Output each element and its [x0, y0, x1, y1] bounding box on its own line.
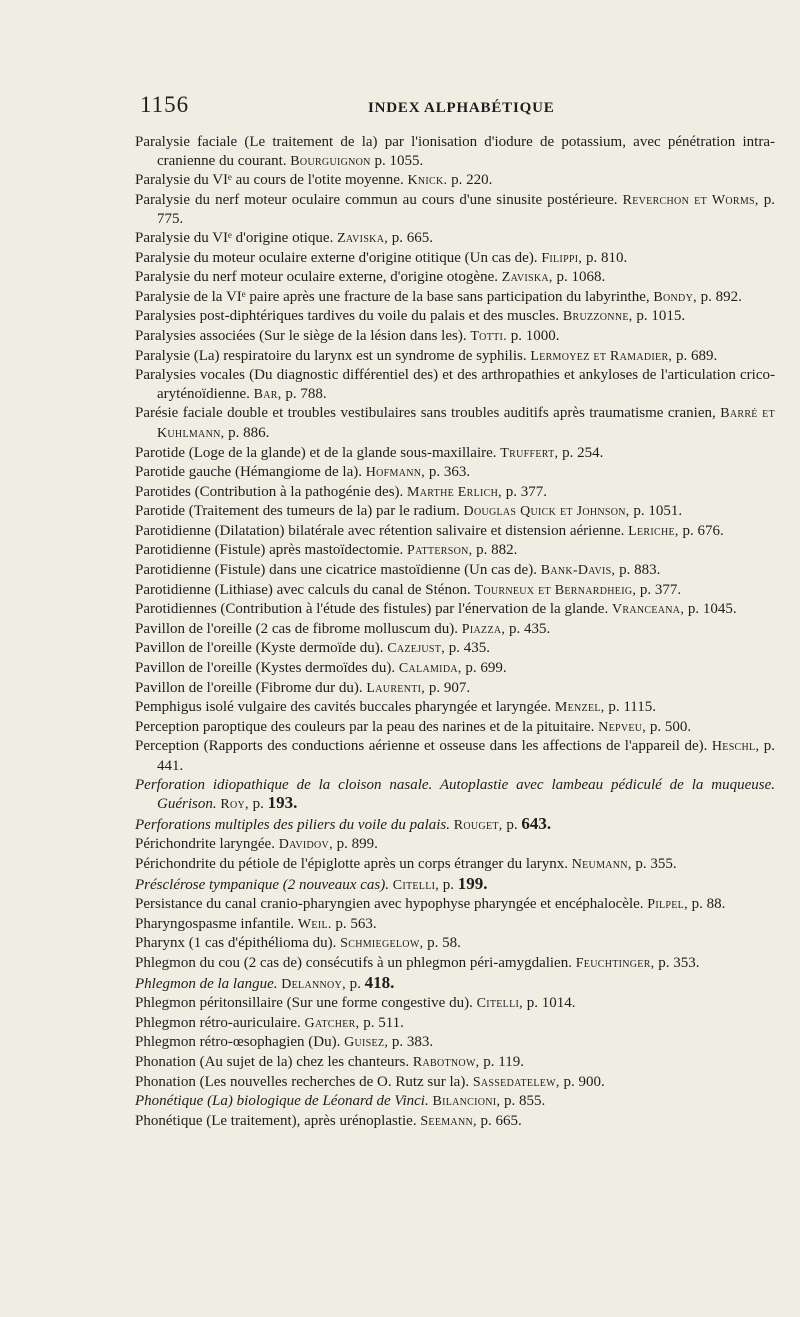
- entry-author: Neumann,: [571, 856, 632, 872]
- entry-author: Sassedatelew,: [472, 1074, 560, 1090]
- entry-title: Perception (Rapports des conductions aérienne et osseuse dans les affections de l'appareil de).: [135, 738, 708, 755]
- index-entry: Paralysie du moteur oculaire externe d'origine otitique (Un cas de). Filippi, p. 810.: [135, 249, 628, 266]
- index-entry: Paralysie du nerf moteur oculaire commun au cours d'une sinusite postérieure. Reverchon et Worms, p. 775.: [135, 191, 775, 228]
- index-entry: Pemphigus isolé vulgaire des cavités buccales pharyngée et laryngée. Menzel, p. 1115.: [135, 699, 656, 716]
- entry-page-ref: 1055.: [389, 152, 424, 169]
- entry-title: Paralysies vocales (Du diagnostic différentiel des) et des arthropathies et ankyloses de l'articulation crico-aryténoïdienne.: [135, 367, 775, 402]
- index-entry: Perforations multiples des piliers du voile du palais. Rouget, p. 643.: [135, 813, 552, 833]
- entry-author: Pilpel,: [647, 897, 688, 913]
- entry-title: Phlegmon rétro-auriculaire.: [135, 1014, 301, 1031]
- entry-page-ref: 900.: [578, 1073, 605, 1090]
- index-entry: Pharynx (1 cas d'épithélioma du). Schmiegelow, p. 58.: [135, 935, 461, 952]
- entry-author: Citelli,: [476, 996, 523, 1012]
- entry-author: Cazejust,: [387, 641, 445, 657]
- entry-page-ref: 689.: [690, 347, 718, 364]
- entry-title: Périchondrite du pétiole de l'épiglotte après un corps étranger du larynx.: [135, 855, 568, 872]
- entry-author: Barré et Kuhlmann,: [157, 406, 776, 441]
- entry-author: Heschl,: [711, 739, 760, 755]
- entry-author: Calamida,: [398, 661, 462, 677]
- entry-page-ref: 377.: [520, 483, 547, 500]
- index-entry: Paralysie (La) respiratoire du larynx est un syndrome de syphilis. Lermoyez et Ramadier, p. 689.: [135, 347, 718, 364]
- entry-page-ref: 855.: [519, 1093, 546, 1110]
- entry-page-ref: 1045.: [702, 601, 737, 618]
- entry-author: Knick.: [407, 173, 448, 189]
- entry-author: Davidov,: [278, 837, 333, 853]
- entry-author: Leriche,: [628, 523, 679, 539]
- entry-title: Pavillon de l'oreille (Kyste dermoïde du).: [135, 640, 384, 657]
- entry-page-ref: 58.: [442, 935, 461, 952]
- entry-title: Parotides (Contribution à la pathogénie des).: [135, 483, 404, 500]
- entry-author: Weil.: [297, 916, 332, 932]
- entry-page-ref: 1014.: [541, 995, 576, 1012]
- entry-author: Bank-Davis,: [540, 563, 616, 579]
- index-entry: Paralysie du VIᵉ d'origine otique. Zaviska, p. 665.: [135, 229, 434, 246]
- entry-page-ref: 699.: [480, 660, 507, 677]
- entry-title: Phlegmon péritonsillaire (Sur une forme congestive du).: [135, 995, 473, 1012]
- entry-page-ref: 193.: [267, 793, 298, 813]
- index-entry: Phlegmon de la langue. Delannoy, p. 418.: [135, 972, 395, 992]
- index-entry: Paralysie de la VIᵉ paire après une fracture de la base sans participation du labyrinthe, Bondy, p. 892.: [135, 288, 742, 305]
- entry-author: Menzel,: [554, 700, 605, 716]
- entry-title: Pemphigus isolé vulgaire des cavités buccales pharyngée et laryngée.: [135, 699, 552, 716]
- entry-author: Delannoy,: [281, 976, 346, 992]
- entry-author: Reverchon et Worms,: [622, 192, 759, 208]
- entry-author: Citelli,: [392, 877, 440, 893]
- entry-title: Parotide gauche (Hémangiome de la).: [135, 464, 362, 481]
- entry-page-ref: 355.: [650, 855, 677, 872]
- entry-author: Lermoyez et Ramadier,: [530, 348, 673, 364]
- index-entry: Phlegmon rétro-auriculaire. Gatcher, p. 511.: [135, 1014, 404, 1031]
- entry-title: Phlegmon rétro-œsophagien (Du).: [135, 1034, 341, 1051]
- index-entry: Présclérose tympanique (2 nouveaux cas). Citelli, p. 199.: [135, 873, 488, 893]
- entry-author: Marthe Erlich,: [407, 484, 502, 500]
- index-entry: Parotide (Loge de la glande) et de la glande sous-maxillaire. Truffert, p. 254.: [135, 444, 604, 461]
- entry-author: Totti.: [470, 328, 507, 344]
- entry-title: Paralysie (La) respiratoire du larynx est un syndrome de syphilis.: [135, 347, 527, 364]
- index-entry: Paralysies associées (Sur le siège de la lésion dans les). Totti. p. 1000.: [135, 327, 560, 344]
- index-entry: Pavillon de l'oreille (Kystes dermoïdes du). Calamida, p. 699.: [135, 660, 507, 677]
- entry-author: Filippi,: [541, 250, 583, 266]
- entry-title: Paralysies associées (Sur le siège de la lésion dans les).: [135, 327, 467, 344]
- entry-page-ref: 199.: [457, 873, 488, 893]
- entry-page-ref: 1000.: [525, 327, 560, 344]
- index-entry: Parésie faciale double et troubles vestibulaires sans troubles auditifs après traumatisme cranien, Barré et Kuhlmann, p. 886.: [135, 405, 776, 441]
- entry-title: Présclérose tympanique (2 nouveaux cas).: [135, 876, 389, 893]
- index-entry: Paralysies post-diphtériques tardives du voile du palais et des muscles. Bruzzonne, p. 1015.: [135, 308, 686, 325]
- entry-page-ref: 441.: [157, 758, 184, 774]
- entry-title: Pavillon de l'oreille (Fibrome dur du).: [135, 679, 363, 696]
- entry-page-ref: 882.: [491, 542, 518, 559]
- entry-page-ref: 363.: [443, 464, 471, 481]
- entry-page-ref: 665.: [495, 1112, 522, 1129]
- entry-title: Phonation (Au sujet de la) chez les chanteurs.: [135, 1053, 410, 1070]
- page-header: [0, 92, 800, 122]
- index-entry: Périchondrite laryngée. Davidov, p. 899.: [135, 836, 378, 853]
- entry-title: Parotide (Traitement des tumeurs de la) par le radium.: [135, 503, 460, 520]
- entry-page-ref: 676.: [697, 522, 724, 539]
- entry-author: Laurenti,: [366, 680, 426, 696]
- index-entry: Paralysie du VIᵉ au cours de l'otite moyenne. Knick. p. 220.: [135, 172, 493, 189]
- index-entry: Phonétique (Le traitement), après urénoplastie. Seemann, p. 665.: [135, 1112, 522, 1129]
- entry-page-ref: 886.: [243, 424, 270, 441]
- entry-page-ref: 665.: [406, 229, 434, 246]
- entry-page-ref: 563.: [350, 915, 377, 932]
- entry-title: Pavillon de l'oreille (2 cas de fibrome molluscum du).: [135, 620, 459, 637]
- entry-title: Paralysie faciale (Le traitement de la) par l'ionisation d'iodure de potassium, avec pénétration intra-cranienne du courant.: [135, 134, 775, 169]
- entry-page-ref: 1068.: [571, 269, 606, 286]
- entry-page-ref: 775.: [157, 211, 184, 228]
- index-entry: Persistance du canal cranio-pharyngien avec hypophyse pharyngée et encéphalocèle. Pilpel, p. 88.: [135, 896, 726, 913]
- entry-page-ref: 907.: [443, 679, 471, 696]
- entry-author: Douglas Quick et Johnson,: [463, 504, 630, 520]
- entry-page-ref: 435.: [523, 620, 551, 637]
- entry-page-ref: 418.: [364, 972, 395, 992]
- entry-page-ref: 643.: [521, 813, 552, 833]
- index-entry: Parotidienne (Lithiase) avec calculs du canal de Sténon. Tourneux et Bernardheig, p. 377.: [135, 581, 682, 598]
- entry-author: Bar,: [253, 386, 282, 402]
- index-entry: Pavillon de l'oreille (Kyste dermoïde du). Cazejust, p. 435.: [135, 640, 490, 657]
- entry-title: Paralysie du VIᵉ au cours de l'otite moyenne.: [135, 172, 404, 189]
- entry-title: Parotidienne (Dilatation) bilatérale avec rétention salivaire et distension aérienne.: [135, 522, 625, 539]
- index-entry: Parotidienne (Dilatation) bilatérale avec rétention salivaire et distension aérienne. Leriche, p. 676.: [135, 522, 724, 539]
- index-entry: Parotides (Contribution à la pathogénie des). Marthe Erlich, p. 377.: [135, 483, 547, 500]
- entry-title: Pavillon de l'oreille (Kystes dermoïdes du).: [135, 660, 396, 677]
- entry-author: Gatcher,: [304, 1015, 360, 1031]
- entry-page-ref: 810.: [600, 249, 628, 266]
- entry-title: Parotidienne (Fistule) dans une cicatrice mastoïdienne (Un cas de).: [135, 562, 537, 579]
- index-entry: Paralysie faciale (Le traitement de la) par l'ionisation d'iodure de potassium, avec pénétration intra-cranienne du courant. Bourguignon p. 1055.: [135, 134, 775, 169]
- index-entry: Parotide (Traitement des tumeurs de la) par le radium. Douglas Quick et Johnson, p. 1051.: [135, 503, 683, 520]
- index-entry: Parotidienne (Fistule) dans une cicatrice mastoïdienne (Un cas de). Bank-Davis, p. 883.: [135, 562, 661, 579]
- index-entry: Périchondrite du pétiole de l'épiglotte après un corps étranger du larynx. Neumann, p. 355.: [135, 855, 677, 872]
- entry-author: Roy,: [220, 797, 249, 813]
- entry-page-ref: 377.: [654, 581, 682, 598]
- entry-title: Phonétique (Le traitement), après urénoplastie.: [135, 1112, 417, 1129]
- entry-page-ref: 883.: [634, 562, 661, 579]
- index-entry: Perception paroptique des couleurs par la peau des narines et de la pituitaire. Nepveu, p. 500.: [135, 718, 692, 735]
- entry-author: Piazza,: [461, 621, 506, 637]
- entry-title: Paralysies post-diphtériques tardives du voile du palais et des muscles.: [135, 308, 560, 325]
- entry-page-ref: 353.: [673, 954, 700, 971]
- entry-page-ref: 383.: [406, 1034, 434, 1051]
- entry-title: Phonétique (La) biologique de Léonard de Vinci.: [135, 1093, 429, 1110]
- entry-title: Persistance du canal cranio-pharyngien avec hypophyse pharyngée et encéphalocèle.: [135, 896, 644, 913]
- entry-title: Pharyngospasme infantile.: [135, 915, 295, 932]
- entry-title: Parotidienne (Lithiase) avec calculs du canal de Sténon.: [135, 581, 471, 598]
- index-entry: Phlegmon rétro-œsophagien (Du). Guisez, p. 383.: [135, 1034, 434, 1051]
- entry-title: Perforations multiples des piliers du voile du palais.: [135, 816, 450, 833]
- index-entry: Paralysies vocales (Du diagnostic différentiel des) et des arthropathies et ankyloses de l'articulation crico-aryténoïdienne. Bar, p. 788.: [135, 367, 775, 402]
- entry-page-ref: 511.: [378, 1014, 404, 1031]
- entry-page-ref: 788.: [300, 385, 327, 402]
- entry-author: Rouget,: [453, 817, 503, 833]
- entry-author: Bilancioni,: [432, 1094, 501, 1110]
- index-entry: Parotide gauche (Hémangiome de la). Hofmann, p. 363.: [135, 464, 471, 481]
- index-entry: Perception (Rapports des conductions aérienne et osseuse dans les affections de l'appareil de). Heschl, p. 441.: [135, 738, 776, 774]
- page-number: 1156: [140, 92, 190, 117]
- entry-title: Parésie faciale double et troubles vestibulaires sans troubles auditifs après traumatisme cranien,: [135, 405, 716, 422]
- entry-page-ref: 254.: [577, 444, 604, 461]
- entry-author: Vranceana,: [611, 602, 685, 618]
- entry-author: Bondy,: [653, 289, 697, 305]
- entry-author: Truffert,: [500, 445, 559, 461]
- index-entry: Phlegmon péritonsillaire (Sur une forme congestive du). Citelli, p. 1014.: [135, 995, 576, 1012]
- entry-author: Hofmann,: [365, 465, 426, 481]
- entry-author: Seemann,: [420, 1113, 477, 1129]
- entry-title: Pharynx (1 cas d'épithélioma du).: [135, 935, 337, 952]
- entry-author: Zaviska,: [501, 270, 553, 286]
- entry-title: Paralysie du nerf moteur oculaire commun au cours d'une sinusite postérieure.: [135, 191, 618, 208]
- index-entry: Parotidiennes (Contribution à l'étude des fistules) par l'énervation de la glande. Vranceana, p. 1045.: [135, 601, 737, 618]
- entry-page-ref: 1015.: [651, 308, 686, 325]
- entry-author: Rabotnow,: [412, 1054, 480, 1070]
- index-entry: Phonétique (La) biologique de Léonard de Vinci. Bilancioni, p. 855.: [135, 1093, 546, 1110]
- entry-title: Paralysie du nerf moteur oculaire externe, d'origine otogène.: [135, 269, 498, 286]
- entry-page-ref: 899.: [351, 836, 378, 853]
- entry-page-ref: 1115.: [623, 699, 656, 716]
- entry-author: Zaviska,: [337, 230, 389, 246]
- entry-author: Schmiegelow,: [340, 936, 424, 952]
- entry-title: Parotide (Loge de la glande) et de la glande sous-maxillaire.: [135, 444, 497, 461]
- entry-author: Guisez,: [344, 1035, 389, 1051]
- entry-title: Phlegmon du cou (2 cas de) consécutifs à un phlegmon péri-amygdalien.: [135, 954, 572, 971]
- entry-title: Parotidiennes (Contribution à l'étude des fistules) par l'énervation de la glande.: [135, 601, 609, 618]
- entry-author: Bruzzonne,: [562, 309, 633, 325]
- entry-author: Bourguignon: [290, 153, 371, 169]
- entry-title: Paralysie du VIᵉ d'origine otique.: [135, 229, 334, 246]
- entry-page-ref: 500.: [664, 718, 692, 735]
- entry-page-ref: 88.: [706, 896, 726, 913]
- index-entry: Pavillon de l'oreille (2 cas de fibrome molluscum du). Piazza, p. 435.: [135, 620, 551, 637]
- index-entry: Pharyngospasme infantile. Weil. p. 563.: [135, 915, 377, 932]
- index-entry: Phlegmon du cou (2 cas de) consécutifs à un phlegmon péri-amygdalien. Feuchtinger, p. 353.: [135, 954, 700, 971]
- index-entry: Perforation idiopathique de la cloison nasale. Autoplastie avec lambeau pédiculé de la muqueuse. Guérison. Roy, p. 193.: [135, 776, 775, 813]
- entry-author: Tourneux et Bernardheig,: [474, 582, 637, 598]
- entry-page-ref: 435.: [463, 640, 490, 657]
- index-entry: Paralysie du nerf moteur oculaire externe, d'origine otogène. Zaviska, p. 1068.: [135, 269, 606, 286]
- index-entries: [135, 133, 775, 1131]
- entry-title: Paralysie de la VIᵉ paire après une fracture de la base sans participation du labyrinthe,: [135, 288, 650, 305]
- entry-title: Perforation idiopathique de la cloison nasale. Autoplastie avec lambeau pédiculé de la muqueuse. Guérison.: [135, 776, 775, 813]
- entry-title: Périchondrite laryngée.: [135, 836, 275, 853]
- index-entry: Parotidienne (Fistule) après mastoïdectomie. Patterson, p. 882.: [135, 542, 518, 559]
- entry-author: Nepveu,: [598, 719, 647, 735]
- entry-title: Phlegmon de la langue.: [135, 975, 278, 992]
- entry-page-ref: 892.: [715, 288, 742, 305]
- entry-title: Paralysie du moteur oculaire externe d'origine otitique (Un cas de).: [135, 249, 538, 266]
- entry-title: Phonation (Les nouvelles recherches de O. Rutz sur la).: [135, 1073, 470, 1090]
- running-title: INDEX ALPHABÉTIQUE: [368, 100, 555, 116]
- entry-page-ref: 1051.: [648, 503, 683, 520]
- index-entry: Phonation (Au sujet de la) chez les chanteurs. Rabotnow, p. 119.: [135, 1053, 524, 1070]
- entry-title: Perception paroptique des couleurs par la peau des narines et de la pituitaire.: [135, 718, 595, 735]
- entry-author: Patterson,: [407, 543, 473, 559]
- entry-page-ref: 119.: [498, 1053, 524, 1070]
- index-entry: Pavillon de l'oreille (Fibrome dur du). Laurenti, p. 907.: [135, 679, 471, 696]
- entry-page-ref: 220.: [466, 172, 493, 189]
- entry-title: Parotidienne (Fistule) après mastoïdectomie.: [135, 542, 404, 559]
- entry-author: Feuchtinger,: [575, 955, 655, 971]
- index-entry: Phonation (Les nouvelles recherches de O. Rutz sur la). Sassedatelew, p. 900.: [135, 1073, 605, 1090]
